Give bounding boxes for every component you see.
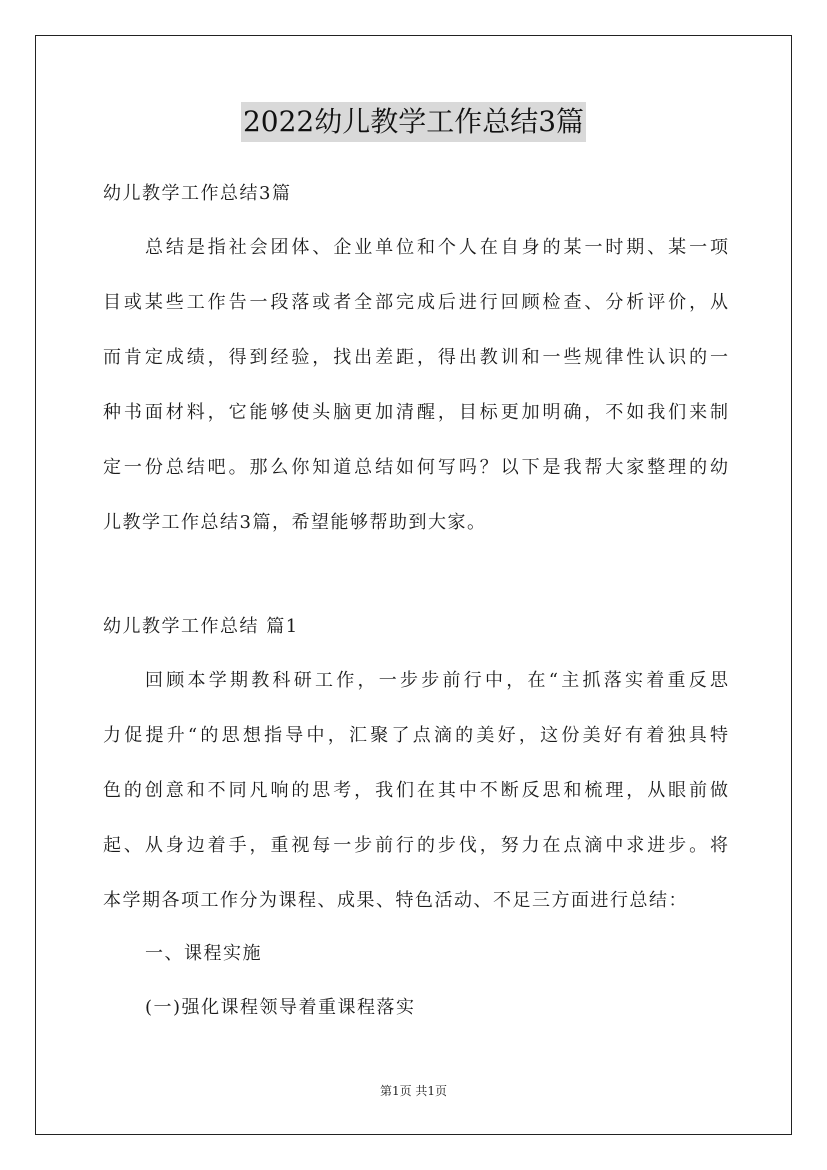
document-subtitle: 幼儿教学工作总结3篇 bbox=[103, 183, 292, 204]
intro-line-4: 种书面材料，它能够使头脑更加清醒，目标更加明确，不如我们来制 bbox=[103, 402, 728, 423]
section1-line-4: 起、从身边着手，重视每一步前行的步伐，努力在点滴中求进步。将 bbox=[103, 835, 728, 856]
section-heading-1: 幼儿教学工作总结 篇1 bbox=[103, 616, 299, 637]
intro-line-5: 定一份总结吧。那么你知道总结如何写吗？以下是我帮大家整理的幼 bbox=[103, 457, 728, 478]
intro-line-2: 目或某些工作告一段落或者全部完成后进行回顾检查、分析评价，从 bbox=[103, 292, 728, 313]
subheading-course-leadership: (一)强化课程领导着重课程落实 bbox=[145, 997, 416, 1018]
section1-line-5: 本学期各项工作分为课程、成果、特色活动、不足三方面进行总结： bbox=[103, 890, 688, 911]
document-title: 2022幼儿教学工作总结3篇 bbox=[241, 102, 586, 142]
section1-line-2: 力促提升“的思想指导中，汇聚了点滴的美好，这份美好有着独具特 bbox=[103, 725, 728, 746]
heading-course-implementation: 一、课程实施 bbox=[145, 943, 262, 964]
intro-line-1: 总结是指社会团体、企业单位和个人在自身的某一时期、某一项 bbox=[145, 237, 728, 258]
section1-line-3: 色的创意和不同凡响的思考，我们在其中不断反思和梳理，从眼前做 bbox=[103, 780, 728, 801]
page-footer: 第1页 共1页 bbox=[379, 1084, 448, 1098]
title-wrap bbox=[0, 102, 827, 142]
intro-line-6: 儿教学工作总结3篇，希望能够帮助到大家。 bbox=[103, 512, 487, 533]
intro-line-3: 而肯定成绩，得到经验，找出差距，得出教训和一些规律性认识的一 bbox=[103, 347, 728, 368]
section1-line-1: 回顾本学期教科研工作，一步步前行中，在“主抓落实着重反思 bbox=[145, 670, 728, 691]
